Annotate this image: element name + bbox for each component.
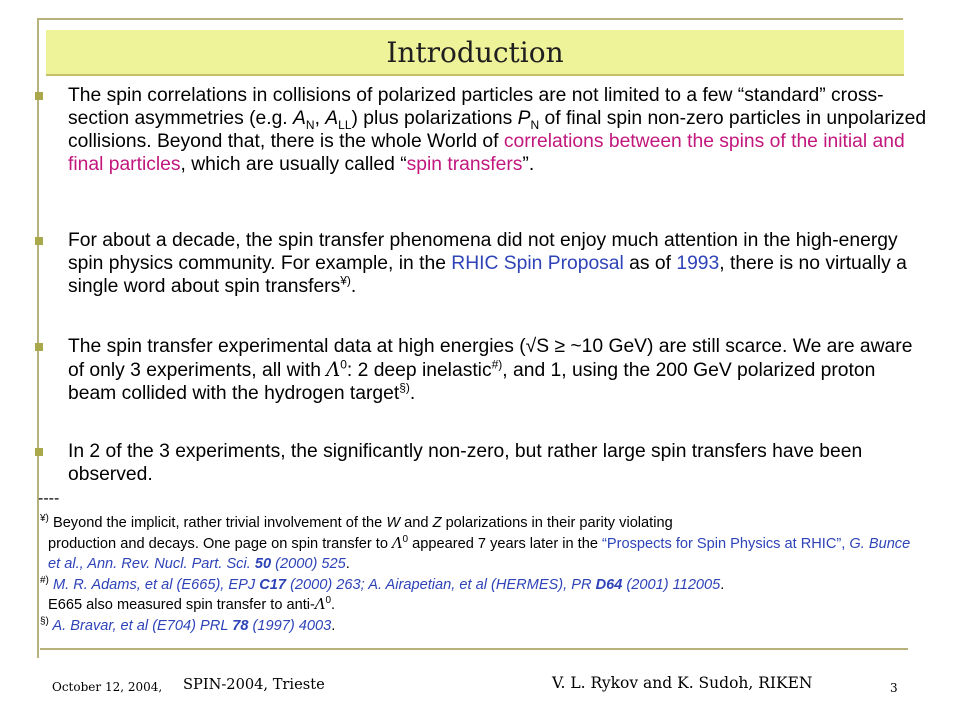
footnote-2: #) M. R. Adams, et al (E665), EPJ C17 (2000) 263; A. Airapetian, et al (HERMES), PR D64 (2001) 112005. — [40, 574, 725, 593]
footer-authors: V. L. Rykov and K. Sudoh, RIKEN — [552, 674, 813, 692]
footnote-3: §) A. Bravar, et al (E704) PRL 78 (1997) 4003. — [40, 615, 336, 634]
year-1993-link[interactable]: 1993 — [676, 253, 720, 274]
footnotes — [40, 513, 920, 636]
bullet-item-4: In 2 of the 3 experiments, the significantly non-zero, but rather large spin transfers have been observed. — [68, 441, 863, 485]
highlight-correlations: correlations between the spins of the initial and final particles — [68, 131, 905, 175]
bullet-marker-icon — [35, 92, 43, 100]
prospects-link[interactable]: “Prospects for Spin Physics at RHIC”, — [602, 535, 846, 552]
bullet-marker-icon — [35, 343, 43, 351]
rhic-spin-proposal-link[interactable]: RHIC Spin Proposal — [451, 253, 624, 274]
adams-airapetian-reference-link[interactable]: M. R. Adams, et al (E665), EPJ C17 (2000) 263; A. Airapetian, et al (HERMES), PR D64 (2001) 112005 — [48, 576, 721, 593]
decorative-top-line — [37, 18, 903, 20]
bullet-marker-icon — [35, 237, 43, 245]
bullet-marker-icon — [35, 448, 43, 456]
decorative-vertical-line — [37, 18, 39, 658]
bullet-item-2: For about a decade, the spin transfer phenomena did not enjoy much attention in the high-energy spin physics community. For example, in the RHIC Spin Proposal as of 1993, there is no virtually a single word about spin transfers¥). — [68, 230, 907, 297]
footer-divider-line — [40, 648, 908, 650]
bullet-item-1: The spin correlations in collisions of polarized particles are not limited to a few “standard” cross-section asymmetries (e.g. $A_N$, $A_{LL}$) plus polarizations $P_N$ of final spin non-zero particles in unpolarized collisions. Beyond that, there is the whole World of correlations between the spins of the initial and final particles, which are usually called “spin transfers”. — [68, 85, 927, 175]
footnote-1-continued: production and decays. One page on spin transfer to $\Lambda^0$ appeared 7 years later in the “Prospects for Spin Physics at RHIC”, G. Bunce et al., Ann. Rev. Nucl. Part. Sci. 50 (2000) 525. — [48, 533, 911, 572]
highlight-spin-transfers: spin transfers — [406, 154, 523, 175]
footer-conference: SPIN-2004, Trieste — [183, 676, 325, 693]
footer-date: October 12, 2004, — [52, 680, 163, 694]
bullet-item-3: The spin transfer experimental data at high energies (√S ≥ ~10 GeV) are still scarce. We are aware of only 3 experiments, all with $\Lambda^0$: 2 deep inelastic#), and 1, using the 200 GeV polarized proton beam collided with the hydrogen target§). — [68, 336, 913, 404]
bunce-reference-link[interactable]: G. Bunce et al., Ann. Rev. Nucl. Part. Sci. 50 (2000) 525 — [48, 535, 911, 572]
bravar-reference-link[interactable]: A. Bravar, et al (E704) PRL 78 (1997) 4003 — [48, 617, 332, 634]
page-number: 3 — [890, 681, 898, 695]
footnote-divider: ---- — [38, 490, 60, 507]
slide-title: Introduction — [386, 36, 564, 69]
footnote-2-continued: E665 also measured spin transfer to anti-$\Lambda^0$. — [48, 595, 336, 613]
footnote-1: ¥) Beyond the implicit, rather trivial involvement of the W and Z polarizations in their parity violating — [40, 513, 673, 531]
